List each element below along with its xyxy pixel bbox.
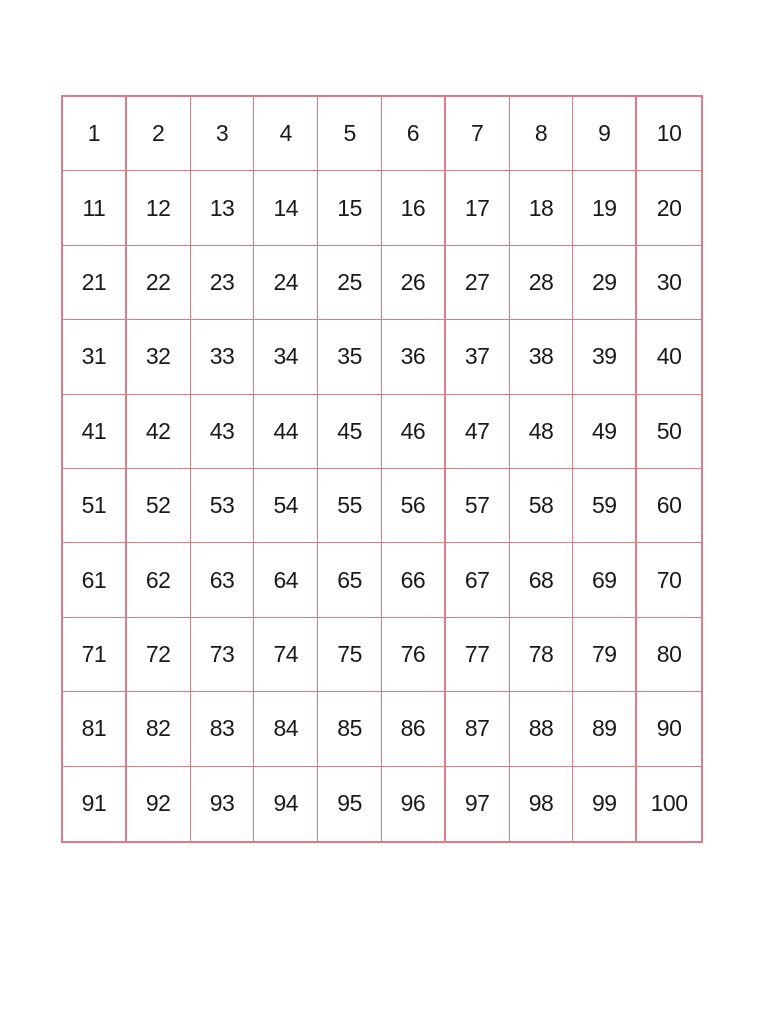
number-cell: 66 xyxy=(382,543,446,617)
number-cell: 34 xyxy=(254,320,318,394)
number-cell: 61 xyxy=(63,543,127,617)
number-cell: 16 xyxy=(382,171,446,245)
number-cell: 6 xyxy=(382,97,446,171)
number-cell: 90 xyxy=(637,692,701,766)
number-cell: 27 xyxy=(446,246,510,320)
number-cell: 96 xyxy=(382,767,446,841)
number-cell: 31 xyxy=(63,320,127,394)
number-cell: 46 xyxy=(382,395,446,469)
number-cell: 48 xyxy=(510,395,574,469)
number-cell: 74 xyxy=(254,618,318,692)
number-cell: 51 xyxy=(63,469,127,543)
number-cell: 52 xyxy=(127,469,191,543)
number-cell: 39 xyxy=(573,320,637,394)
number-cell: 58 xyxy=(510,469,574,543)
number-cell: 95 xyxy=(318,767,382,841)
number-cell: 22 xyxy=(127,246,191,320)
number-cell: 42 xyxy=(127,395,191,469)
number-cell: 91 xyxy=(63,767,127,841)
number-cell: 64 xyxy=(254,543,318,617)
number-cell: 76 xyxy=(382,618,446,692)
number-cell: 92 xyxy=(127,767,191,841)
number-grid xyxy=(63,97,701,841)
number-cell: 25 xyxy=(318,246,382,320)
number-cell: 75 xyxy=(318,618,382,692)
number-cell: 11 xyxy=(63,171,127,245)
number-cell: 47 xyxy=(446,395,510,469)
number-cell: 94 xyxy=(254,767,318,841)
number-cell: 15 xyxy=(318,171,382,245)
number-cell: 49 xyxy=(573,395,637,469)
number-cell: 73 xyxy=(191,618,255,692)
number-cell: 54 xyxy=(254,469,318,543)
number-cell: 93 xyxy=(191,767,255,841)
number-cell: 17 xyxy=(446,171,510,245)
number-cell: 78 xyxy=(510,618,574,692)
number-cell: 4 xyxy=(254,97,318,171)
number-cell: 59 xyxy=(573,469,637,543)
number-cell: 65 xyxy=(318,543,382,617)
number-cell: 89 xyxy=(573,692,637,766)
number-cell: 72 xyxy=(127,618,191,692)
number-cell: 36 xyxy=(382,320,446,394)
number-cell: 82 xyxy=(127,692,191,766)
number-cell: 24 xyxy=(254,246,318,320)
number-cell: 37 xyxy=(446,320,510,394)
number-cell: 68 xyxy=(510,543,574,617)
number-cell: 55 xyxy=(318,469,382,543)
number-cell: 35 xyxy=(318,320,382,394)
number-cell: 32 xyxy=(127,320,191,394)
number-cell: 56 xyxy=(382,469,446,543)
number-cell: 26 xyxy=(382,246,446,320)
number-cell: 50 xyxy=(637,395,701,469)
number-cell: 3 xyxy=(191,97,255,171)
number-cell: 79 xyxy=(573,618,637,692)
number-cell: 8 xyxy=(510,97,574,171)
number-cell: 7 xyxy=(446,97,510,171)
number-cell: 53 xyxy=(191,469,255,543)
number-cell: 12 xyxy=(127,171,191,245)
number-cell: 63 xyxy=(191,543,255,617)
number-cell: 5 xyxy=(318,97,382,171)
number-cell: 10 xyxy=(637,97,701,171)
number-cell: 80 xyxy=(637,618,701,692)
number-cell: 84 xyxy=(254,692,318,766)
number-cell: 86 xyxy=(382,692,446,766)
number-cell: 38 xyxy=(510,320,574,394)
number-cell: 67 xyxy=(446,543,510,617)
number-cell: 43 xyxy=(191,395,255,469)
number-cell: 45 xyxy=(318,395,382,469)
number-cell: 13 xyxy=(191,171,255,245)
number-cell: 60 xyxy=(637,469,701,543)
number-cell: 19 xyxy=(573,171,637,245)
number-cell: 81 xyxy=(63,692,127,766)
number-cell: 29 xyxy=(573,246,637,320)
number-cell: 28 xyxy=(510,246,574,320)
number-cell: 18 xyxy=(510,171,574,245)
number-cell: 23 xyxy=(191,246,255,320)
number-cell: 69 xyxy=(573,543,637,617)
number-cell: 44 xyxy=(254,395,318,469)
number-cell: 85 xyxy=(318,692,382,766)
number-cell: 71 xyxy=(63,618,127,692)
number-cell: 97 xyxy=(446,767,510,841)
number-cell: 83 xyxy=(191,692,255,766)
hundred-chart xyxy=(61,95,703,843)
number-cell: 70 xyxy=(637,543,701,617)
number-cell: 2 xyxy=(127,97,191,171)
number-cell: 30 xyxy=(637,246,701,320)
number-cell: 33 xyxy=(191,320,255,394)
number-cell: 87 xyxy=(446,692,510,766)
number-cell: 62 xyxy=(127,543,191,617)
number-cell: 100 xyxy=(650,790,688,817)
number-cell: 98 xyxy=(510,767,574,841)
number-cell: 57 xyxy=(446,469,510,543)
number-cell: 40 xyxy=(637,320,701,394)
number-cell: 14 xyxy=(254,171,318,245)
number-cell: 21 xyxy=(63,246,127,320)
number-cell: 20 xyxy=(637,171,701,245)
number-cell: 1 xyxy=(63,97,127,171)
number-cell: 9 xyxy=(573,97,637,171)
number-cell: 99 xyxy=(573,767,637,841)
number-cell: 41 xyxy=(63,395,127,469)
number-cell: 77 xyxy=(446,618,510,692)
number-cell: 88 xyxy=(510,692,574,766)
